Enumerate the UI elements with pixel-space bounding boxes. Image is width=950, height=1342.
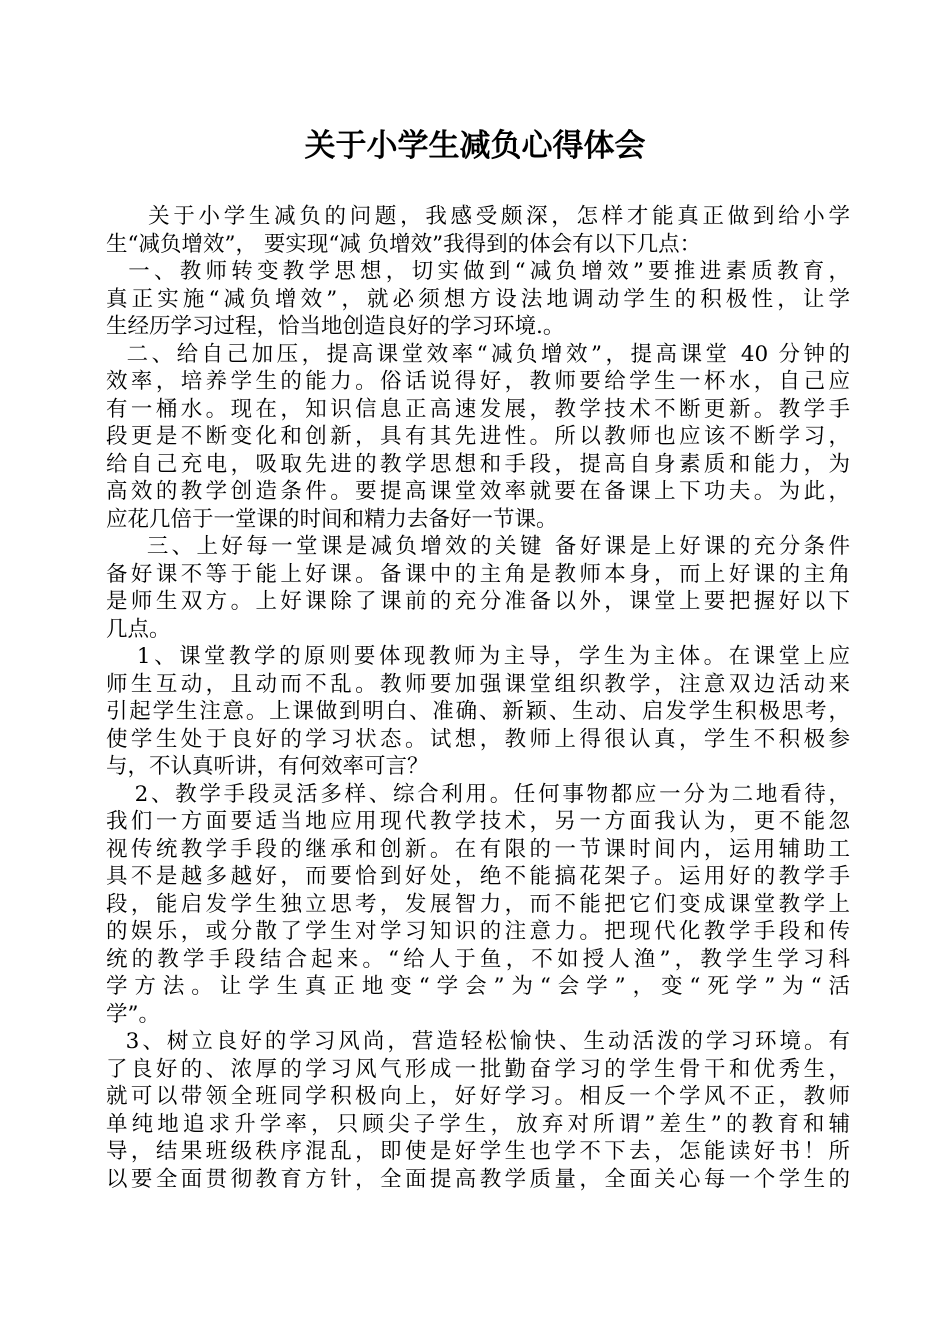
- body-text-line: 学方法。让学生真正地变“学会”为“会学”，变“死学”为“活: [106, 974, 850, 999]
- body-text-line: 生经历学习过程，恰当地创造良好的学习环境.。: [106, 314, 565, 339]
- body-text-line: 二、给自己加压，提高课堂效率“减负增效”，提高课堂 40 分钟的: [106, 341, 850, 367]
- body-text-line: 几点。: [106, 616, 171, 642]
- body-text-line: 与，不认真听讲，有何效率可言？: [106, 754, 429, 779]
- body-text-line: 学”。: [106, 1001, 160, 1027]
- body-text-line: 2、教学手段灵活多样、综合利用。任何事物都应一分为二地看待，: [106, 781, 850, 807]
- body-text-line: 的娱乐，或分散了学生对学习知识的注意力。把现代化教学手段和传: [106, 919, 850, 944]
- body-text-line: 我们一方面要适当地应用现代教学技术，另一方面我认为，更不能忽: [106, 809, 850, 834]
- document-title: 关于小学生减负心得体会: [304, 128, 646, 164]
- body-text-line: 师生互动，且动而不乱。教师要加强课堂组织教学，注意双边活动来: [106, 671, 850, 697]
- body-text-line: 三、上好每一堂课是减负增效的关键 备好课是上好课的充分条件: [106, 534, 850, 559]
- body-text-line: 备好课不等于能上好课。备课中的主角是教师本身，而上好课的主角: [106, 561, 850, 587]
- body-text-line: 视传统教学手段的继承和创新。在有限的一节课时间内，运用辅助工: [106, 836, 850, 862]
- body-text-line: 给自己充电，吸取先进的教学思想和手段，提高自身素质和能力，为: [106, 451, 850, 477]
- body-text-line: 具不是越多越好，而要恰到好处，绝不能搞花架子。运用好的教学手: [106, 864, 850, 889]
- body-text-line: 引起学生注意。上课做到明白、准确、新颖、生动、启发学生积极思考，: [106, 699, 850, 724]
- body-text-line: 统的教学手段结合起来。“给人于鱼，不如授人渔”，教学生学习科: [106, 946, 850, 972]
- body-text-line: 是师生双方。上好课除了课前的充分准备以外，课堂上要把握好以下: [106, 589, 850, 614]
- body-text-line: 导，结果班级秩序混乱，即使是好学生也学不下去，怎能读好书！所: [106, 1139, 850, 1164]
- body-text-line: 段，能启发学生独立思考，发展智力，而不能把它们变成课堂教学上: [106, 891, 850, 917]
- body-text-line: 效率，培养学生的能力。俗话说得好，教师要给学生一杯水，自己应: [106, 369, 850, 394]
- body-text-line: 关于小学生减负的问题，我感受颇深，怎样才能真正做到给小学: [106, 204, 850, 229]
- body-text-line: 3、树立良好的学习风尚，营造轻松愉快、生动活泼的学习环境。有: [106, 1029, 850, 1054]
- body-text-line: 生“减负增效”， 要实现“减 负增效”我得到的体会有以下几点：: [106, 231, 702, 257]
- document-body: [106, 203, 850, 1193]
- body-text-line: 有一桶水。现在，知识信息正高速发展，教学技术不断更新。教学手: [106, 396, 850, 422]
- body-text-line: 高效的教学创造条件。要提高课堂效率就要在备课上下功夫。为此，: [106, 479, 850, 504]
- body-text-line: 单纯地追求升学率，只顾尖子学生，放弃对所谓”差生”的教育和辅: [106, 1111, 850, 1137]
- body-text-line: 以要全面贯彻教育方针，全面提高教学质量，全面关心每一个学生的: [106, 1166, 850, 1192]
- body-text-line: 真正实施“减负增效”，就必须想方设法地调动学生的积极性，让学: [106, 286, 850, 312]
- body-text-line: 了良好的、浓厚的学习风气形成一批勤奋学习的学生骨干和优秀生，: [106, 1056, 850, 1082]
- body-text-line: 一、教师转变教学思想，切实做到“减负增效”要推进素质教育，: [106, 259, 850, 284]
- body-text-line: 段更是不断变化和创新，具有其先进性。所以教师也应该不断学习，: [106, 424, 850, 449]
- body-text-line: 1、课堂教学的原则要体现教师为主导，学生为主体。在课堂上应: [106, 644, 850, 669]
- body-text-line: 就可以带领全班同学积极向上，好好学习。相反一个学风不正，教师: [106, 1084, 850, 1109]
- body-text-line: 应花几倍于一堂课的时间和精力去备好一节课。: [106, 506, 558, 532]
- body-text-line: 使学生处于良好的学习状态。试想，教师上得很认真，学生不积极参: [106, 726, 850, 752]
